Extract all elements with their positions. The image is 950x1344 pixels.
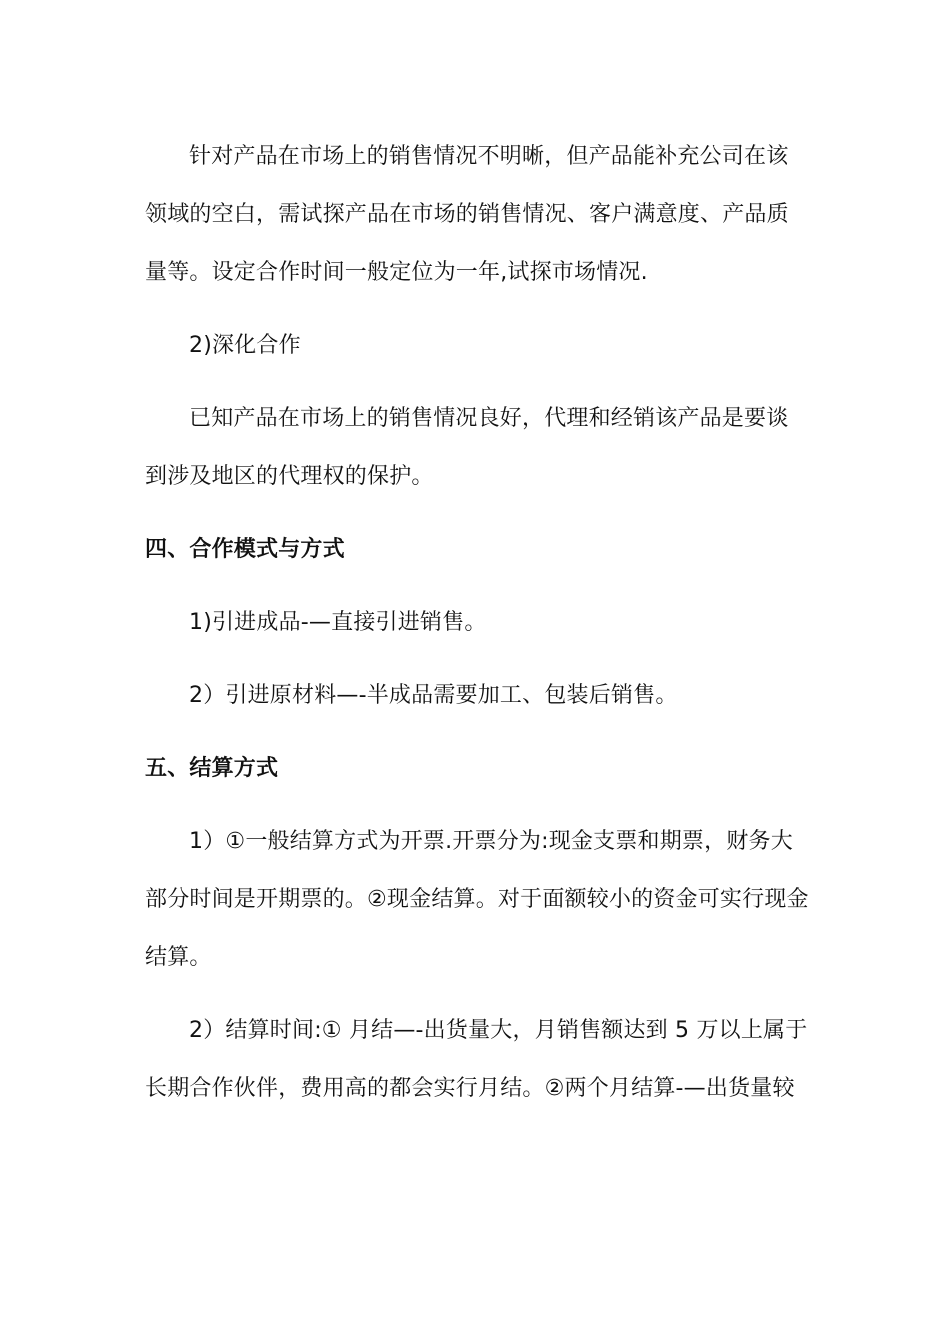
paragraph-import-raw-material: 2）引进原材料—-半成品需要加工、包装后销售。: [189, 683, 678, 708]
paragraph-trial-cooperation: 针对产品在市场上的销售情况不明晰，但产品能补充公司在该领域的空白，需试探产品在市场的销售情况、客户满意度、产品质量等。设定合作时间一般定位为一年,试探市场情况.: [145, 144, 789, 285]
paragraph-deep-cooperation: 已知产品在市场上的销售情况良好，代理和经销该产品是要谈到涉及地区的代理权的保护。: [145, 406, 789, 489]
paragraph-import-finished: 1)引进成品-—直接引进销售。: [189, 610, 487, 635]
document-body: [145, 128, 810, 1118]
section-heading-settlement: 五、结算方式: [145, 756, 279, 781]
paragraph-deep-cooperation-title: 2)深化合作: [189, 333, 301, 358]
paragraph-settlement-time: 2）结算时间:① 月结—-出货量大，月销售额达到 5 万以上属于长期合作伙伴，费用高的都会实行月结。②两个月结算-—出货量较: [145, 1018, 808, 1101]
paragraph-settlement-method: 1）①一般结算方式为开票.开票分为:现金支票和期票，财务大部分时间是开期票的。②现金结算。对于面额较小的资金可实行现金结算。: [145, 829, 809, 970]
section-heading-cooperation-mode: 四、合作模式与方式: [145, 537, 345, 562]
